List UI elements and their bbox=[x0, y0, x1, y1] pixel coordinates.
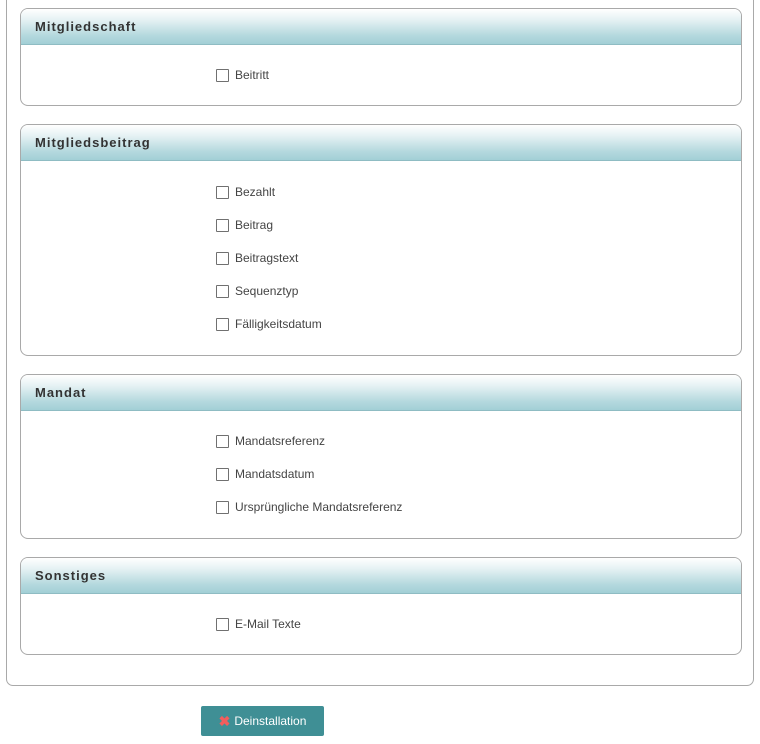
option-label: Bezahlt bbox=[235, 185, 276, 199]
option-label: Beitrag bbox=[235, 218, 274, 232]
section-mitgliedschaft bbox=[20, 8, 742, 106]
button-label: Deinstallation bbox=[234, 714, 307, 728]
option-faelligkeitsdatum[interactable] bbox=[216, 316, 322, 332]
option-beitrag[interactable] bbox=[216, 217, 273, 233]
checkbox[interactable] bbox=[216, 618, 229, 631]
checkbox[interactable] bbox=[216, 318, 229, 331]
section-title: Mitgliedschaft bbox=[21, 9, 741, 45]
section-title: Mitgliedsbeitrag bbox=[21, 125, 741, 161]
option-label: Sequenztyp bbox=[235, 284, 299, 298]
section-mandat bbox=[20, 374, 742, 539]
section-title: Mandat bbox=[21, 375, 741, 411]
checkbox[interactable] bbox=[216, 69, 229, 82]
option-beitragstext[interactable] bbox=[216, 250, 298, 266]
option-sequenztyp[interactable] bbox=[216, 283, 298, 299]
checkbox[interactable] bbox=[216, 219, 229, 232]
checkbox[interactable] bbox=[216, 285, 229, 298]
checkbox[interactable] bbox=[216, 435, 229, 448]
option-bezahlt[interactable] bbox=[216, 184, 275, 200]
option-urspruengliche-mandatsreferenz[interactable] bbox=[216, 499, 402, 515]
option-mandatsdatum[interactable] bbox=[216, 466, 314, 482]
option-label: Ursprüngliche Mandatsreferenz bbox=[235, 500, 403, 514]
option-label: Mandatsdatum bbox=[235, 467, 315, 481]
section-title: Sonstiges bbox=[21, 558, 741, 594]
deinstallation-button[interactable] bbox=[201, 706, 324, 736]
option-label: E-Mail Texte bbox=[235, 617, 301, 631]
section-sonstiges bbox=[20, 557, 742, 655]
checkbox[interactable] bbox=[216, 186, 229, 199]
option-label: Mandatsreferenz bbox=[235, 434, 326, 448]
option-mandatsreferenz[interactable] bbox=[216, 433, 325, 449]
option-label: Beitritt bbox=[235, 68, 270, 82]
option-label: Fälligkeitsdatum bbox=[235, 317, 322, 331]
close-icon: ✖ bbox=[218, 713, 231, 729]
checkbox[interactable] bbox=[216, 501, 229, 514]
checkbox[interactable] bbox=[216, 468, 229, 481]
option-email-texte[interactable] bbox=[216, 616, 301, 632]
option-beitritt[interactable] bbox=[216, 67, 269, 83]
checkbox[interactable] bbox=[216, 252, 229, 265]
section-mitgliedsbeitrag bbox=[20, 124, 742, 356]
option-label: Beitragstext bbox=[235, 251, 299, 265]
